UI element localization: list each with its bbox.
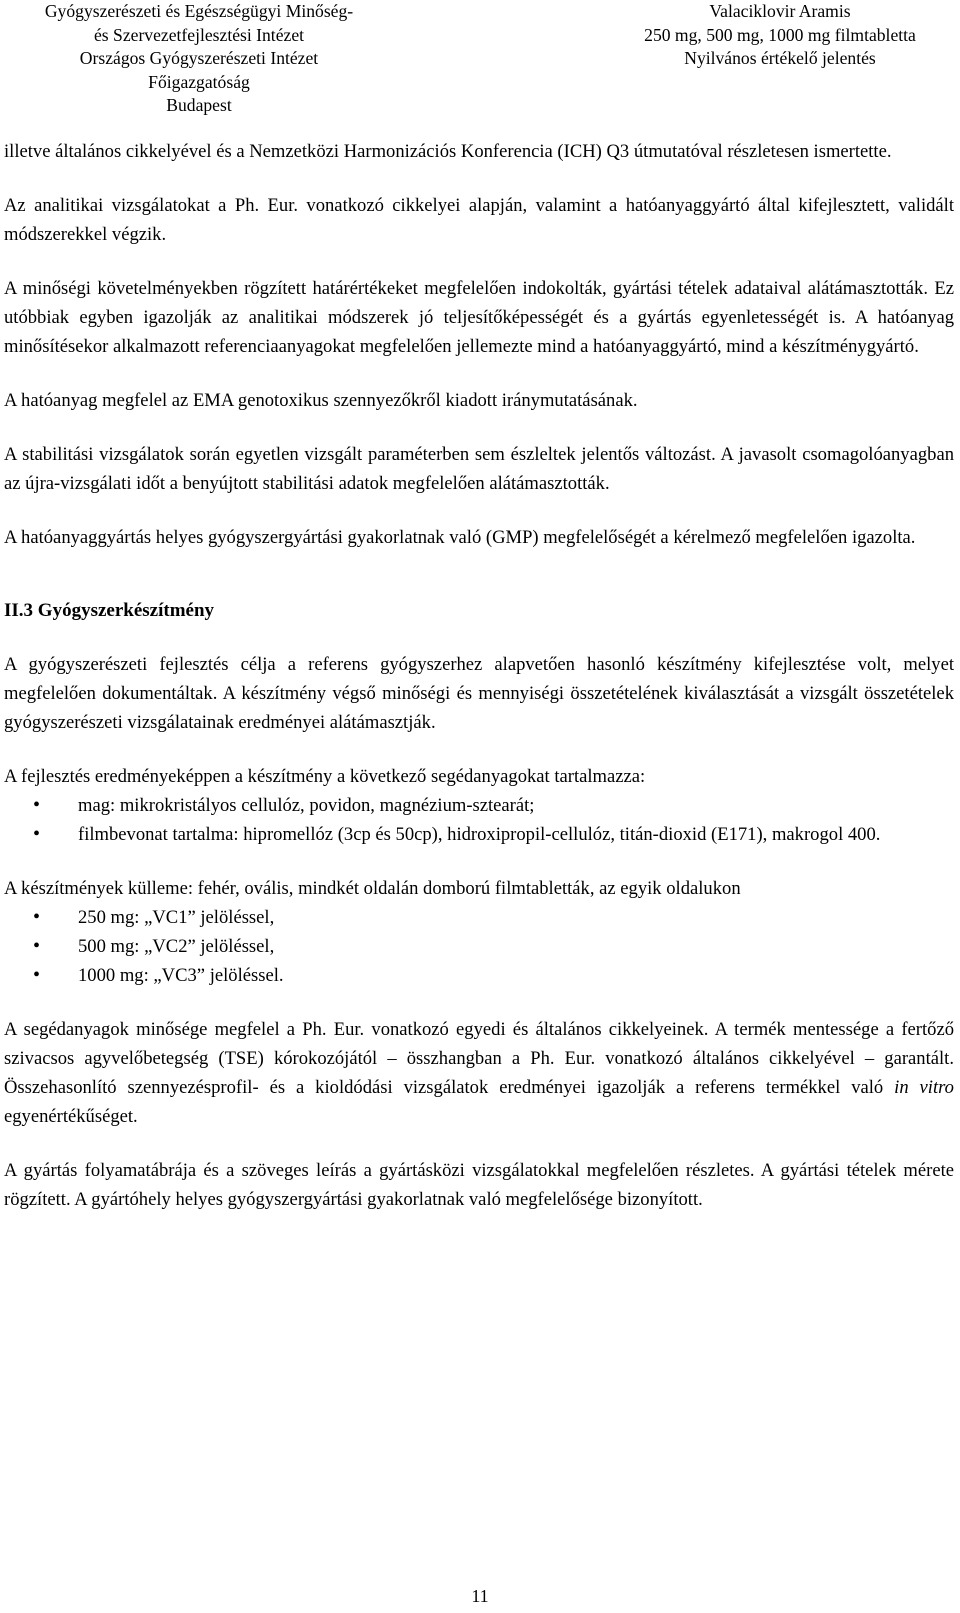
list-item: • mag: mikrokristályos cellulóz, povidon, magnézium-sztearát; <box>78 791 954 820</box>
list-item: • 250 mg: „VC1” jelöléssel, <box>78 903 954 932</box>
product-block <box>600 0 960 71</box>
agency-block <box>4 0 394 118</box>
agency-line-2: és Szervezetfejlesztési Intézet <box>93 24 305 45</box>
list-item: • 500 mg: „VC2” jelöléssel, <box>78 932 954 961</box>
paragraph-genotoxic: A hatóanyag megfelel az EMA genotoxikus szennyezőkről kiadott iránymutatásának. <box>4 390 638 411</box>
paragraph-appearance: A készítmények külleme: fehér, ovális, mindkét oldalán domború filmtabletták, az egyik oldalukon <box>4 878 741 899</box>
paragraph-excipients-intro: A fejlesztés eredményeképpen a készítmény a következő segédanyagokat tartalmazza: <box>4 766 646 787</box>
paragraph-gmp: A hatóanyaggyártás helyes gyógyszergyártási gyakorlatnak való (GMP) megfelelőségét a kérelmező megfelelően igazolta. <box>4 527 916 548</box>
product-name: Valaciklovir Aramis <box>709 1 851 21</box>
excipient-quality-text-end: egyenértékűséget. <box>4 1106 138 1127</box>
marking-list <box>4 903 954 990</box>
paragraph-analytics: Az analitikai vizsgálatokat a Ph. Eur. vonatkozó cikkelyei alapján, valamint a hatóanyaggyártó által kifejlesztett, validált módszerekkel végzik. <box>4 195 954 245</box>
excipient-quality-text: A segédanyagok minősége megfelel a Ph. Eur. vonatkozó egyedi és általános cikkelyeinek. A termék mentessége a fertőző szivacsos agyvelőbetegség (TSE) kórokozójától – összhangban a Ph. Eur. vonatkozó általános cikkelyével – garantált. Összehasonlító szennyezésprofil- és a kioldódási vizsgálatok eredményei igazolják a referens termékkel való <box>4 1019 954 1098</box>
list-item: • filmbevonat tartalma: hipromellóz (3cp és 50cp), hidroxipropil-cellulóz, titán-dioxid (E171), makrogol 400. <box>78 820 954 849</box>
section-heading: II.3 Gyógyszerkészítmény <box>4 600 215 621</box>
page-number: 11 <box>471 1586 489 1606</box>
report-type: Nyilvános értékelő jelentés <box>684 48 876 68</box>
paragraph-ich: illetve általános cikkelyével és a Nemzetközi Harmonizációs Konferencia (ICH) Q3 útmutatóval részletesen ismertette. <box>4 141 892 162</box>
agency-line-1: Gyógyszerészeti és Egészségügyi Minőség- <box>44 1 354 21</box>
paragraph-development: A gyógyszerészeti fejlesztés célja a referens gyógyszerhez alapvetően hasonló készítmény kifejlesztése volt, melyet megfelelően dokumentáltak. A készítmény végső minőségi és mennyiségi összetételének kiválasztását a vizsgált összetételek gyógyszerészeti vizsgálatainak eredményei alátámasztják. <box>4 654 954 733</box>
paragraph-stability: A stabilitási vizsgálatok során egyetlen vizsgált paraméterben sem észleltek jelentős változást. A javasolt csomagolóanyagban az újra-vizsgálati időt a benyújtott stabilitási adatok megfelelően alátámasztották. <box>4 444 954 494</box>
document-body <box>4 137 954 1214</box>
paragraph-excipient-quality <box>4 1015 954 1131</box>
agency-line-5: Budapest <box>166 95 232 115</box>
in-vitro-term: in vitro <box>894 1077 954 1098</box>
paragraph-manufacturing: A gyártás folyamatábrája és a szöveges leírás a gyártásközi vizsgálatokkal megfelelően részletes. A gyártási tételek mérete rögzített. A gyártóhely helyes gyógyszergyártási gyakorlatnak való megfelelősége bizonyított. <box>4 1160 954 1210</box>
page-header <box>0 0 960 120</box>
list-item: • 1000 mg: „VC3” jelöléssel. <box>78 961 954 990</box>
agency-line-3: Országos Gyógyszerészeti Intézet <box>79 48 319 68</box>
agency-line-4: Főigazgatóság <box>148 71 250 92</box>
product-strengths: 250 mg, 500 mg, 1000 mg filmtabletta <box>644 24 916 45</box>
paragraph-specifications: A minőségi követelményekben rögzített határértékeket megfelelően indokolták, gyártási tételek adataival alátámasztották. Ez utóbbiak egyben igazolják az analitikai módszerek jó teljesítőképességét és a gyártás egyenletességét is. A hatóanyag minősítésekor alkalmazott referenciaanyagokat megfelelően jellemezte mind a hatóanyaggyártó, mind a készítménygyártó. <box>4 278 954 357</box>
excipient-list <box>4 791 954 849</box>
